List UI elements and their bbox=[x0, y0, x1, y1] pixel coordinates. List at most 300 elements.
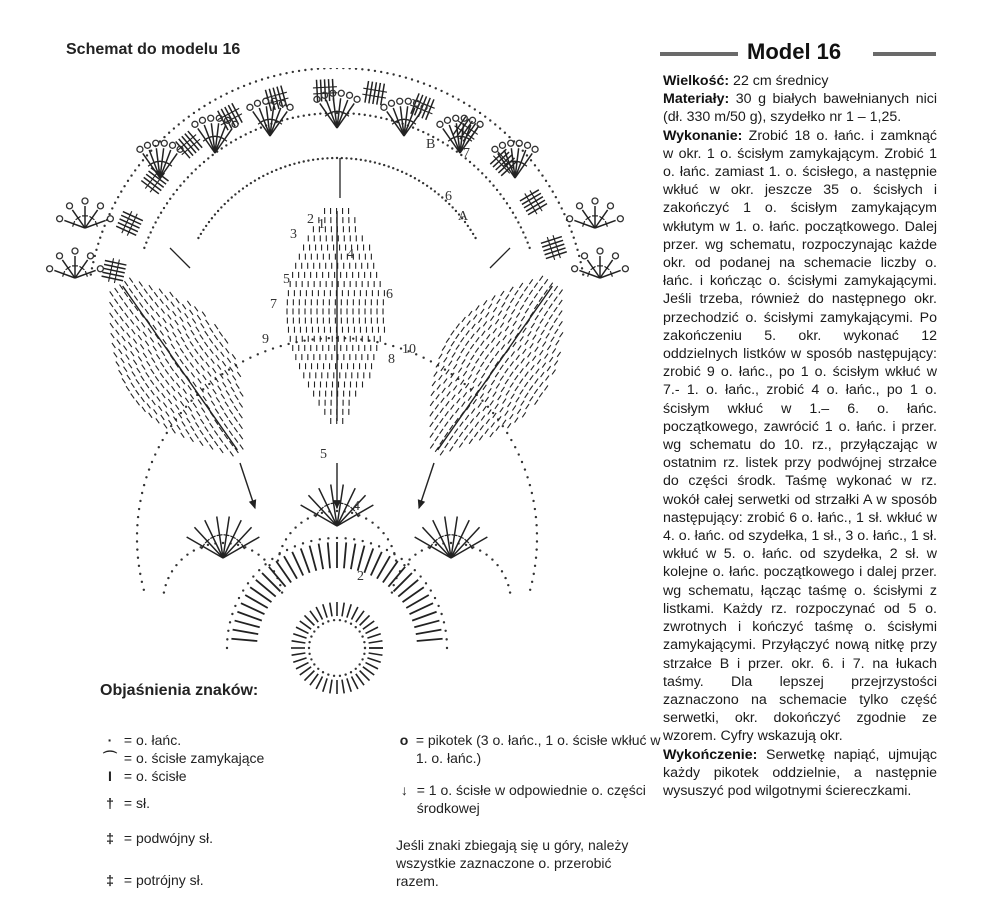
stitch-mark bbox=[183, 389, 186, 394]
chain-dot bbox=[422, 357, 424, 359]
chain-dot bbox=[250, 131, 252, 133]
model-header bbox=[660, 39, 936, 67]
chain-dot bbox=[145, 241, 147, 243]
stitch-mark bbox=[554, 307, 557, 312]
chain-dot bbox=[426, 185, 428, 187]
chain-dot bbox=[514, 446, 516, 448]
chain-dot bbox=[484, 115, 486, 117]
stitch-mark bbox=[145, 341, 148, 346]
chain-dot bbox=[434, 190, 436, 192]
chain-dot bbox=[508, 136, 510, 138]
stitch-mark bbox=[172, 386, 175, 391]
stitch-mark bbox=[170, 324, 173, 329]
chain-dot bbox=[437, 605, 439, 607]
chain-dot bbox=[380, 117, 382, 119]
stitch-mark bbox=[293, 658, 306, 662]
stitch-mark bbox=[473, 399, 476, 404]
stitch-mark bbox=[540, 319, 543, 324]
chain-dot bbox=[285, 538, 287, 540]
stitch-mark bbox=[196, 369, 199, 374]
chain-dot bbox=[284, 165, 286, 167]
chain-dot bbox=[255, 80, 257, 82]
stitch-mark bbox=[323, 678, 327, 691]
chain-dot bbox=[386, 549, 388, 551]
stitch-mark bbox=[156, 312, 159, 317]
chain-dot bbox=[195, 168, 197, 170]
chain-dot bbox=[581, 267, 583, 269]
finish-label: Wykończenie: bbox=[663, 746, 758, 763]
stitch-mark bbox=[127, 375, 130, 380]
chain-dot bbox=[369, 160, 371, 162]
stitch-mark bbox=[210, 349, 213, 354]
chain-dot bbox=[293, 163, 295, 165]
chain-dot bbox=[111, 207, 113, 209]
picot-mark bbox=[508, 140, 514, 146]
chain-dot bbox=[294, 545, 296, 547]
stitch-mark bbox=[124, 302, 127, 307]
stitch-mark bbox=[210, 423, 213, 428]
stitch-mark bbox=[119, 295, 122, 300]
stitch-mark bbox=[546, 333, 549, 338]
stitch-mark bbox=[496, 383, 499, 388]
chain-dot bbox=[307, 517, 309, 519]
picot-mark bbox=[247, 104, 253, 110]
stitch-mark bbox=[233, 630, 259, 635]
picot-mark bbox=[338, 90, 344, 96]
chain-dot bbox=[229, 621, 231, 623]
stitch-mark bbox=[116, 361, 119, 366]
stitch-mark bbox=[130, 319, 133, 324]
chain-dot bbox=[463, 101, 465, 103]
stitch-mark bbox=[506, 390, 509, 395]
chain-dot bbox=[285, 72, 287, 74]
stitch-mark bbox=[208, 372, 211, 377]
stitch-mark bbox=[352, 677, 358, 689]
stitch-mark bbox=[175, 373, 178, 378]
chain-dot bbox=[279, 584, 281, 586]
chain-dot bbox=[203, 105, 205, 107]
stitch-mark bbox=[373, 82, 377, 104]
stitch-mark bbox=[445, 422, 448, 427]
chain-dot bbox=[512, 212, 514, 214]
stitch-mark bbox=[508, 339, 511, 344]
picot-mark bbox=[87, 253, 93, 259]
chain-dot bbox=[292, 71, 294, 73]
stitch-mark bbox=[292, 641, 306, 643]
stitch-mark bbox=[200, 441, 203, 446]
round-label: 3 bbox=[290, 227, 297, 242]
stitch-mark bbox=[462, 359, 465, 364]
stitch-mark bbox=[149, 296, 152, 301]
stitch-mark bbox=[190, 352, 193, 357]
stitch-mark bbox=[147, 361, 150, 366]
stitch-mark bbox=[140, 344, 143, 349]
stitch-mark bbox=[444, 357, 447, 362]
stitch-mark bbox=[525, 340, 528, 345]
stitch-mark bbox=[363, 621, 374, 629]
chain-dot bbox=[392, 167, 394, 169]
legend-item-chain bbox=[100, 731, 181, 749]
stitch-mark bbox=[160, 373, 163, 378]
chain-dot bbox=[425, 582, 427, 584]
stitch-mark bbox=[226, 390, 229, 395]
stitch-mark bbox=[500, 407, 503, 412]
chain-dot bbox=[377, 526, 379, 528]
stitch-mark bbox=[156, 418, 159, 423]
stitch-mark bbox=[224, 424, 227, 429]
size-text: 22 cm średnicy bbox=[729, 73, 829, 89]
stitch-mark bbox=[483, 300, 486, 305]
stitch-mark bbox=[498, 395, 501, 400]
stitch-mark bbox=[156, 354, 159, 359]
chain-dot bbox=[468, 105, 470, 107]
stitch-mark bbox=[435, 404, 438, 409]
picot-mark bbox=[354, 96, 360, 102]
chain-dot bbox=[509, 207, 511, 209]
stitch-mark bbox=[520, 336, 523, 341]
stitch-mark bbox=[490, 400, 493, 405]
picot-mark bbox=[437, 121, 443, 127]
stitch-mark bbox=[211, 401, 214, 406]
stitch-mark bbox=[518, 324, 521, 329]
chain-dot bbox=[535, 557, 537, 559]
stitch-mark bbox=[460, 422, 463, 427]
stitch-mark bbox=[221, 352, 224, 357]
stitch-mark bbox=[220, 342, 223, 347]
chain-dot bbox=[224, 203, 226, 205]
stitch-mark bbox=[115, 309, 118, 314]
round-label: 7 bbox=[463, 146, 470, 161]
stitch-mark bbox=[505, 358, 508, 363]
stitch-mark bbox=[434, 372, 437, 377]
stitch-mark bbox=[173, 396, 176, 401]
stitch-mark bbox=[118, 223, 138, 232]
stitch-mark bbox=[471, 355, 474, 360]
stitch-mark bbox=[467, 363, 470, 368]
stitch-mark bbox=[316, 607, 322, 619]
stitch-mark bbox=[123, 346, 126, 351]
stitch-mark bbox=[203, 375, 206, 380]
stitch-mark bbox=[135, 348, 138, 353]
stitch-mark bbox=[466, 330, 469, 335]
chain-dot bbox=[226, 638, 228, 640]
chain-dot bbox=[520, 226, 522, 228]
stitch-mark bbox=[492, 295, 495, 300]
stitch-mark bbox=[539, 392, 542, 397]
stitch-mark bbox=[210, 381, 213, 386]
stitch-mark bbox=[526, 362, 529, 367]
stitch-mark bbox=[549, 304, 552, 309]
join-arrow-line bbox=[490, 248, 510, 268]
chain-dot bbox=[272, 347, 274, 349]
stitch-mark bbox=[526, 404, 529, 409]
chain-dot bbox=[139, 500, 141, 502]
stitch-mark bbox=[430, 444, 433, 449]
stitch-mark bbox=[262, 573, 280, 591]
stitch-mark bbox=[143, 332, 146, 337]
stitch-mark bbox=[461, 380, 464, 385]
stitch-mark bbox=[206, 320, 209, 325]
chain-dot bbox=[161, 439, 163, 441]
stitch-mark bbox=[110, 313, 113, 318]
stitch-mark bbox=[204, 342, 207, 347]
chain-dot bbox=[440, 613, 442, 615]
stitch-mark bbox=[111, 333, 114, 338]
stitch-mark bbox=[451, 341, 454, 346]
stitch-mark bbox=[239, 434, 242, 439]
stitch-mark bbox=[190, 310, 193, 315]
stitch-mark bbox=[195, 434, 198, 439]
stitch-mark bbox=[449, 436, 452, 441]
stitch-mark bbox=[356, 674, 364, 685]
stitch-mark bbox=[471, 409, 474, 414]
chain-dot bbox=[199, 164, 201, 166]
stitch-mark bbox=[171, 302, 174, 307]
chain-dot bbox=[312, 159, 314, 161]
chain-dot bbox=[249, 357, 251, 359]
band-cluster bbox=[361, 80, 388, 106]
chain-dot bbox=[235, 138, 237, 140]
stitch-mark bbox=[186, 429, 189, 434]
stitch-mark bbox=[153, 346, 156, 351]
legend-item-join bbox=[396, 781, 666, 817]
chain-dot bbox=[138, 508, 140, 510]
chain-dot bbox=[469, 161, 471, 163]
stitch-mark bbox=[163, 403, 166, 408]
stitch-mark bbox=[498, 311, 501, 316]
chain-dot bbox=[496, 564, 498, 566]
round-label: 6 bbox=[386, 287, 393, 302]
chain-dot bbox=[494, 123, 496, 125]
stitch-mark bbox=[205, 384, 208, 389]
stitch-mark bbox=[200, 356, 203, 361]
stitch-mark bbox=[296, 627, 308, 633]
stitch-mark bbox=[437, 385, 440, 390]
stitch-mark bbox=[451, 405, 454, 410]
stitch-mark bbox=[515, 290, 518, 295]
stitch-mark bbox=[470, 344, 473, 349]
picot-mark bbox=[453, 115, 459, 121]
stitch-mark bbox=[178, 329, 181, 334]
chain-dot bbox=[200, 233, 202, 235]
stitch-mark bbox=[435, 436, 438, 441]
stitch-mark bbox=[531, 323, 534, 328]
chain-dot bbox=[541, 174, 543, 176]
stitch-mark bbox=[230, 398, 233, 403]
chain-dot bbox=[342, 68, 344, 69]
stitch-mark bbox=[469, 311, 472, 316]
stitch-mark bbox=[197, 315, 200, 320]
chain-dot bbox=[217, 210, 219, 212]
chain-dot bbox=[302, 542, 304, 544]
chain-dot bbox=[515, 216, 517, 218]
chain-dot bbox=[336, 537, 338, 539]
picot-mark bbox=[572, 266, 578, 272]
stitch-mark bbox=[478, 318, 481, 323]
chain-dot bbox=[408, 558, 410, 560]
treble-crochet-symbol-icon: ‡ bbox=[106, 830, 114, 846]
stitch-mark bbox=[521, 401, 524, 406]
stitch-mark bbox=[320, 80, 321, 102]
chain-dot bbox=[479, 549, 481, 551]
chain-dot bbox=[336, 157, 338, 159]
chain-dot bbox=[322, 671, 324, 673]
stitch-mark bbox=[525, 372, 528, 377]
chain-dot bbox=[227, 630, 229, 632]
chain-dot bbox=[485, 176, 487, 178]
stitch-mark bbox=[168, 315, 171, 320]
chain-dot bbox=[333, 619, 335, 621]
stitch-mark bbox=[381, 84, 385, 106]
crochet-diagram bbox=[40, 68, 640, 708]
stitch-mark bbox=[200, 335, 203, 340]
chain-dot bbox=[412, 126, 414, 128]
stitch-mark bbox=[195, 359, 198, 364]
stitch-mark bbox=[540, 350, 543, 355]
chain-dot bbox=[289, 164, 291, 166]
stitch-mark bbox=[185, 398, 188, 403]
chain-dot bbox=[517, 221, 519, 223]
stitch-mark bbox=[239, 424, 242, 429]
stitch-mark bbox=[165, 359, 168, 364]
stitch-mark bbox=[151, 369, 154, 374]
stitch-mark bbox=[330, 603, 332, 617]
stitch-mark bbox=[235, 395, 238, 400]
round-label: 5 bbox=[283, 272, 290, 287]
stitch-mark bbox=[110, 291, 113, 296]
stitch-mark bbox=[560, 332, 563, 337]
chain-dot bbox=[99, 237, 101, 239]
stitch-mark bbox=[310, 546, 317, 571]
chain-dot bbox=[374, 161, 376, 163]
chain-dot bbox=[573, 237, 575, 239]
chain-dot bbox=[143, 247, 145, 249]
leaf-motif bbox=[391, 252, 598, 483]
chain-dot bbox=[441, 196, 443, 198]
stitch-mark bbox=[121, 358, 124, 363]
chain-dot bbox=[399, 75, 401, 77]
stitch-mark bbox=[545, 354, 548, 359]
materials-paragraph bbox=[663, 90, 937, 126]
stitch-mark bbox=[430, 433, 433, 438]
chain-dot bbox=[170, 425, 172, 427]
stitch-mark bbox=[486, 312, 489, 317]
stitch-mark bbox=[161, 415, 164, 420]
picot-mark bbox=[199, 117, 205, 123]
stitch-mark bbox=[165, 369, 168, 374]
stitch-mark bbox=[164, 424, 167, 429]
chain-dot bbox=[310, 540, 312, 542]
chain-dot bbox=[280, 345, 282, 347]
stitch-mark bbox=[171, 344, 174, 349]
double-crochet-symbol-icon: † bbox=[106, 795, 114, 811]
stitch-mark bbox=[218, 111, 228, 130]
model-description bbox=[663, 72, 937, 800]
picot-mark bbox=[287, 104, 293, 110]
chain-dot bbox=[252, 575, 254, 577]
chain-dot bbox=[151, 461, 153, 463]
stitch-mark bbox=[486, 419, 489, 424]
stitch-mark bbox=[517, 409, 520, 414]
round-label: 4 bbox=[347, 247, 354, 262]
stitch-mark bbox=[234, 417, 237, 422]
stitch-mark bbox=[158, 343, 161, 348]
stitch-mark bbox=[447, 391, 450, 396]
stitch-mark bbox=[476, 358, 479, 363]
chain-dot bbox=[391, 591, 393, 593]
chain-dot bbox=[492, 412, 494, 414]
chain-dot bbox=[499, 193, 501, 195]
stitch-mark bbox=[505, 379, 508, 384]
chain-dot bbox=[501, 570, 503, 572]
stitch-mark bbox=[485, 355, 488, 360]
chain-dot bbox=[231, 196, 233, 198]
stitch-mark bbox=[128, 342, 131, 347]
chain-dot bbox=[374, 70, 376, 72]
stitch-mark bbox=[520, 389, 523, 394]
stitch-mark bbox=[524, 382, 527, 387]
legend-text: = podwójny sł. bbox=[123, 830, 213, 846]
chain-dot bbox=[154, 453, 156, 455]
chain-dot bbox=[452, 95, 454, 97]
stitch-mark bbox=[198, 399, 201, 404]
stitch-mark bbox=[483, 321, 486, 326]
stitch-mark bbox=[129, 288, 132, 293]
chain-dot bbox=[396, 169, 398, 171]
chain-dot bbox=[198, 108, 200, 110]
chain-dot bbox=[275, 169, 277, 171]
stitch-mark bbox=[162, 393, 165, 398]
chain-dot bbox=[308, 114, 310, 116]
picot-mark bbox=[232, 121, 238, 127]
stitch-mark bbox=[141, 376, 144, 381]
stitch-mark bbox=[139, 302, 142, 307]
stitch-mark bbox=[180, 348, 183, 353]
stitch-mark bbox=[503, 399, 506, 404]
chain-dot bbox=[178, 123, 180, 125]
chain-dot bbox=[197, 237, 199, 239]
chain-dot bbox=[350, 157, 352, 159]
stitch-mark bbox=[556, 340, 559, 345]
chain-dot bbox=[240, 136, 242, 138]
stitch-mark bbox=[231, 387, 234, 392]
stitch-mark bbox=[180, 401, 183, 406]
stitch-mark bbox=[446, 401, 449, 406]
stitch-mark bbox=[445, 443, 448, 448]
stitch-mark bbox=[461, 327, 464, 332]
stitch-mark bbox=[531, 365, 534, 370]
chain-dot bbox=[317, 626, 319, 628]
stitch-mark bbox=[150, 380, 153, 385]
stitch-mark bbox=[213, 368, 216, 373]
stitch-mark bbox=[541, 330, 544, 335]
finish-paragraph bbox=[663, 746, 937, 801]
stitch-mark bbox=[151, 390, 154, 395]
stitch-mark bbox=[141, 387, 144, 392]
stitch-mark bbox=[520, 305, 523, 310]
chain-dot bbox=[101, 231, 103, 233]
chain-dot bbox=[176, 189, 178, 191]
stitch-mark bbox=[486, 344, 489, 349]
stitch-mark bbox=[198, 378, 201, 383]
stitch-mark bbox=[214, 431, 217, 436]
stitch-mark bbox=[300, 621, 311, 629]
chain-dot bbox=[163, 136, 165, 138]
stitch-mark bbox=[148, 328, 151, 333]
chain-dot bbox=[294, 526, 296, 528]
stitch-mark bbox=[535, 379, 538, 384]
stitch-mark bbox=[190, 437, 193, 442]
